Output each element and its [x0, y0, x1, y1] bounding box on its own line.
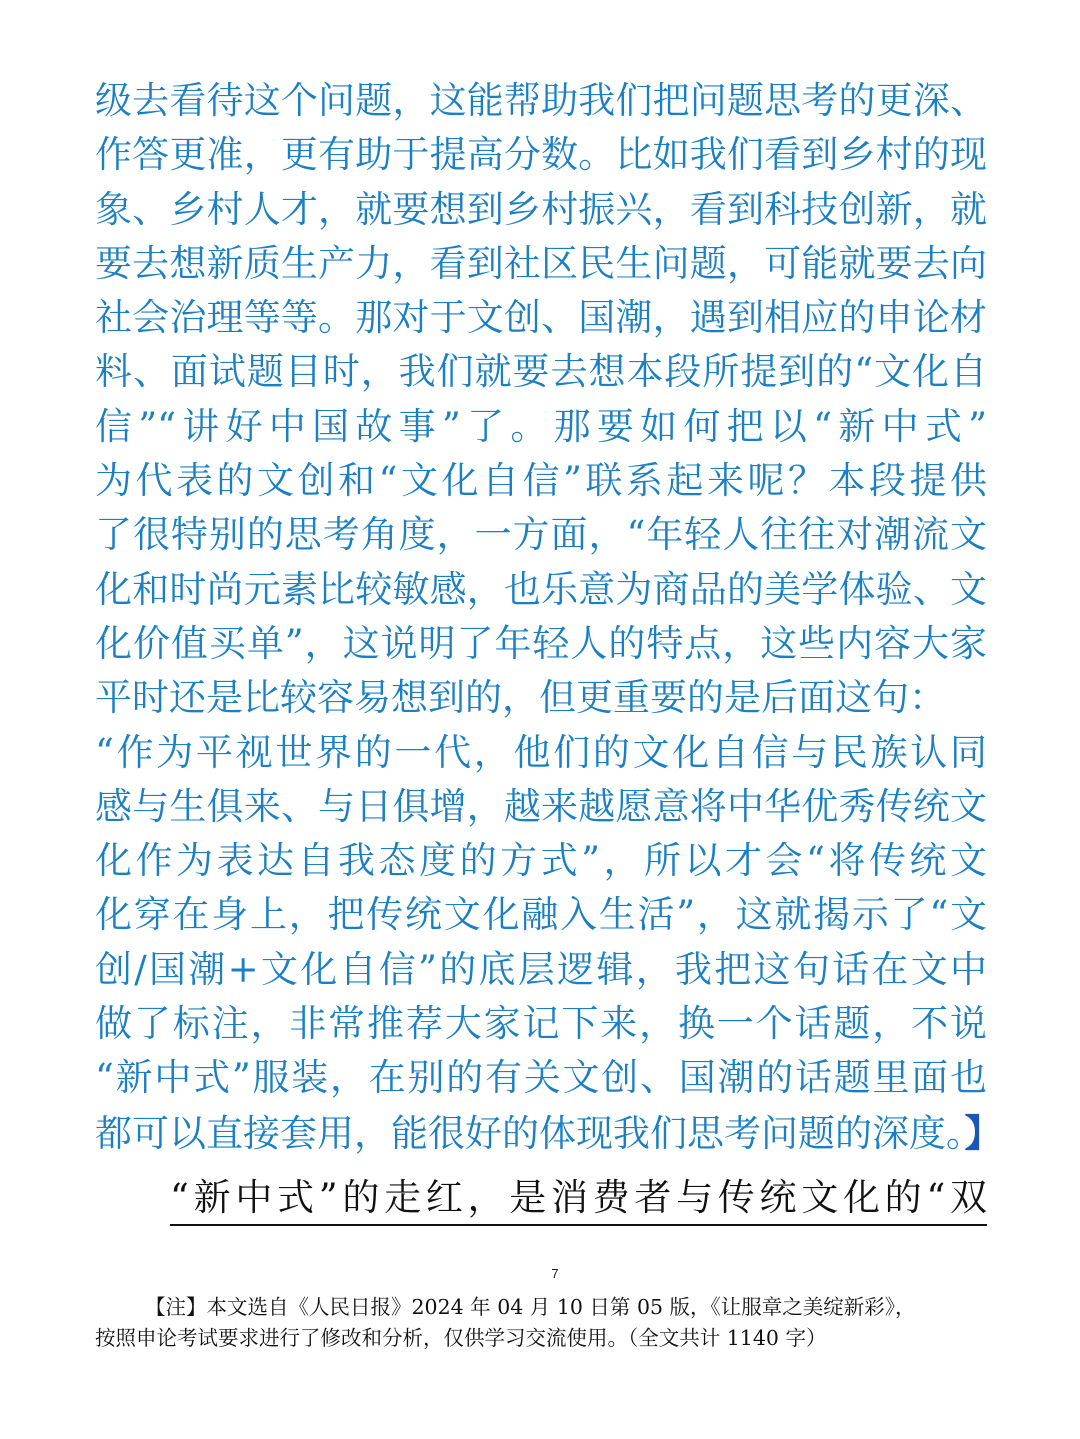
footnote-line: 按照申论考试要求进行了修改和分析，仅供学习交流使用。（全文共计 1140 字） [95, 1326, 827, 1350]
analysis-line: 信”“讲好中国故事”了。那要如何把以“新中式” [95, 404, 987, 448]
analysis-last-line [95, 1106, 1002, 1160]
analysis-paragraph [95, 74, 1002, 1160]
analysis-line: 级去看待这个问题，这能帮助我们把问题思考的更深、 [95, 79, 987, 122]
analysis-line: 化和时尚元素比较敏感，也乐意为商品的美学体验、文 [95, 567, 987, 611]
analysis-line: “新中式”服装，在别的有关文创、国潮的话题里面也 [95, 1056, 987, 1100]
analysis-line: 化作为表达自我态度的方式”，所以才会“将传统文 [95, 839, 987, 883]
analysis-line: 做了标注，非常推荐大家记下来，换一个话题，不说 [95, 1002, 987, 1046]
analysis-line: 平时还是比较容易想到的，但更重要的是后面这句： [95, 676, 946, 720]
analysis-line: 创/国潮+文化自信”的底层逻辑，我把这句话在文中 [95, 947, 987, 991]
footnote-line: 【注】本文选自《人民日报》2024 年 04 月 10 日第 05 版，《让服章之美绽新彩》， [145, 1295, 916, 1319]
main-text-line: “新中式”的走红，是消费者与传统文化的“双 [170, 1172, 987, 1226]
analysis-line-text: 都可以直接套用，能很好的体现我们思考问题的深度。 [95, 1111, 965, 1155]
analysis-line: 了很特别的思考角度，一方面，“年轻人往往对潮流文 [95, 513, 987, 557]
analysis-line: “作为平视世界的一代，他们的文化自信与民族认同 [95, 730, 987, 774]
analysis-line: 象、乡村人才，就要想到乡村振兴，看到科技创新，就 [95, 187, 987, 231]
analysis-line: 社会治理等等。那对于文创、国潮，遇到相应的申论材 [95, 296, 987, 340]
closing-bracket: 】 [964, 1110, 1002, 1155]
analysis-line: 作答更准，更有助于提高分数。比如我们看到乡村的现 [95, 133, 987, 177]
analysis-line: 化价值买单”，这说明了年轻人的特点，这些内容大家 [95, 621, 987, 665]
page-number: 7 [551, 1266, 559, 1281]
analysis-line: 要去想新质生产力，看到社区民生问题，可能就要去向 [95, 241, 987, 285]
analysis-line: 化穿在身上，把传统文化融入生活”，这就揭示了“文 [95, 893, 987, 937]
analysis-line: 为代表的文创和“文化自信”联系起来呢？本段提供 [95, 459, 987, 503]
analysis-line: 感与生俱来、与日俱增，越来越愿意将中华优秀传统文 [95, 784, 987, 828]
footnote [95, 1292, 987, 1354]
analysis-line: 料、面试题目时，我们就要去想本段所提到的“文化自 [95, 350, 987, 394]
